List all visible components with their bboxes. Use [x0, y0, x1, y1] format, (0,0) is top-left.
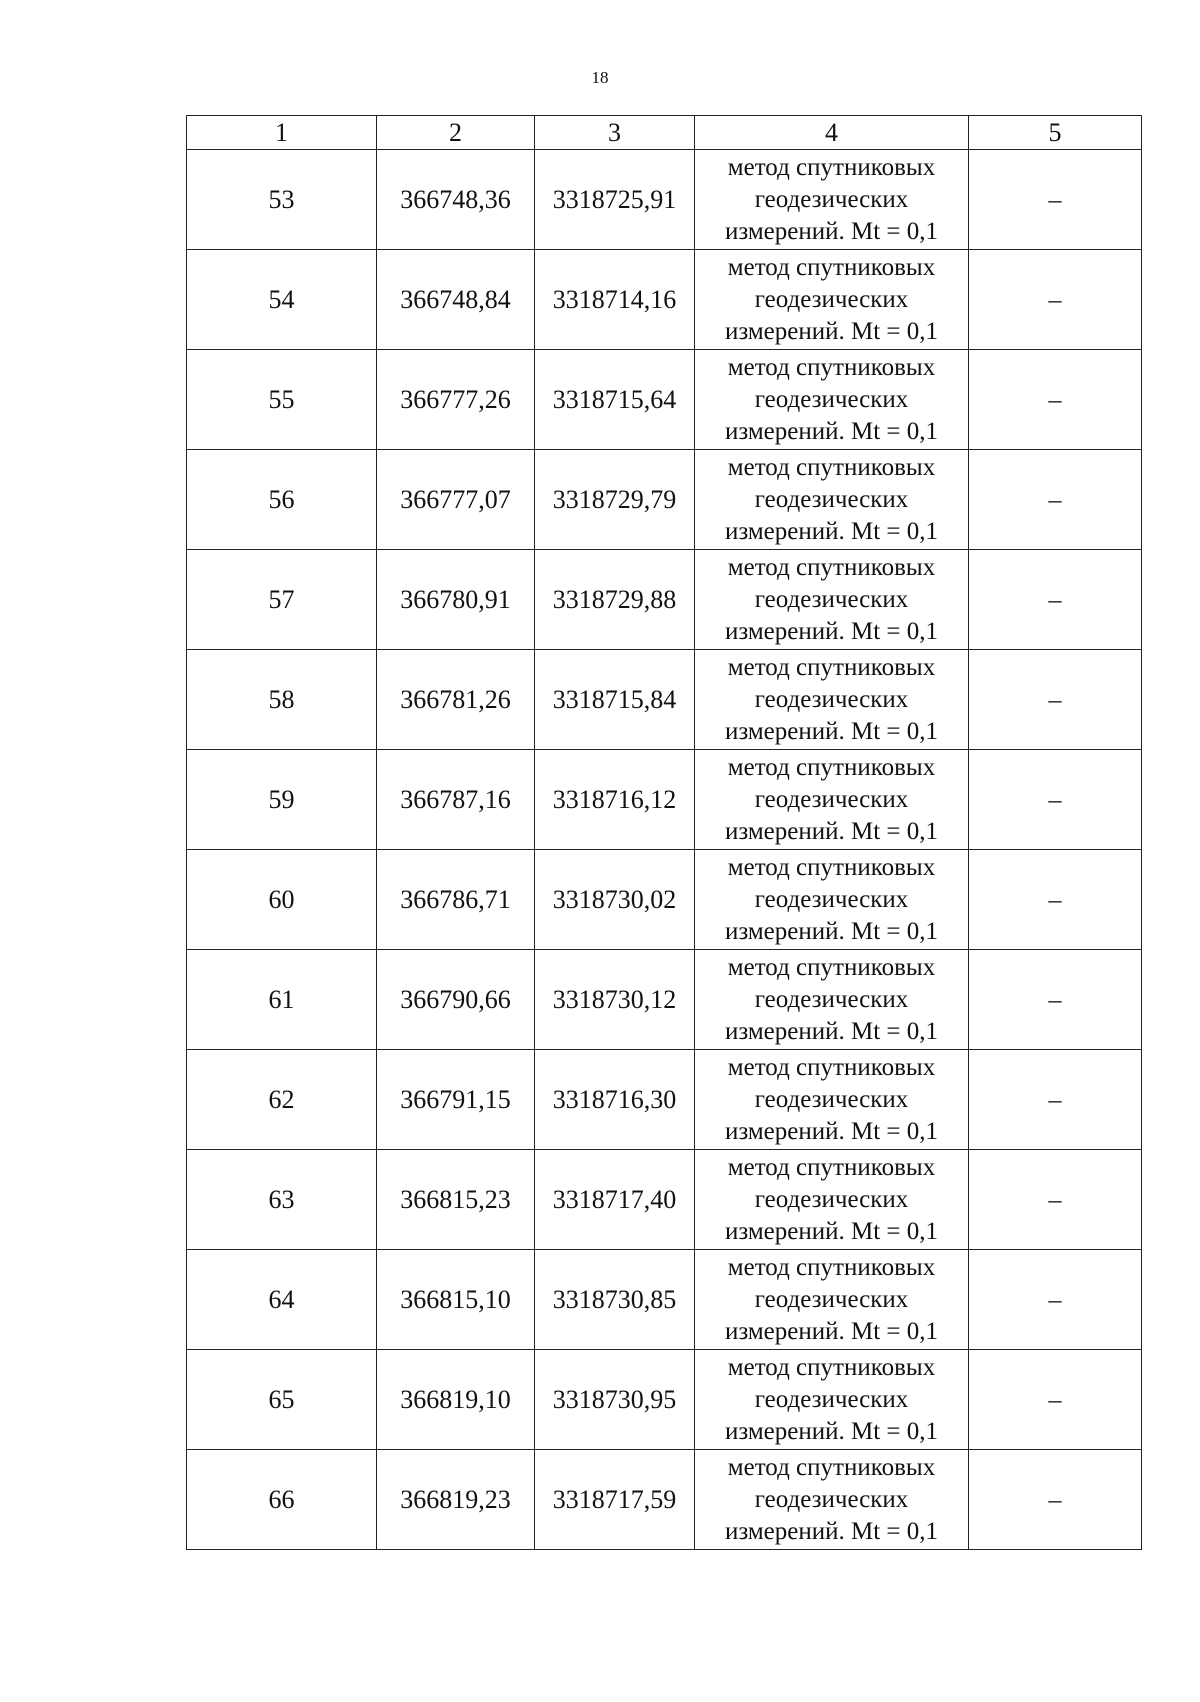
method-line: метод спутниковых: [727, 353, 936, 381]
x-coordinate-cell: 366819,23: [377, 1450, 535, 1550]
point-number-cell: 61: [187, 950, 377, 1050]
x-coordinate-cell: 366791,15: [377, 1050, 535, 1150]
header-col-3: 3: [535, 116, 695, 150]
y-coordinate-cell: 3318716,30: [535, 1050, 695, 1150]
method-line: геодезических: [754, 585, 909, 613]
method-line: измерений. Mt = 0,1: [724, 617, 939, 645]
y-coordinate-cell: 3318715,84: [535, 650, 695, 750]
method-line: метод спутниковых: [727, 1353, 936, 1381]
method-line: метод спутниковых: [727, 753, 936, 781]
point-number-cell: 66: [187, 1450, 377, 1550]
note-cell: –: [969, 450, 1142, 550]
point-number-cell: 56: [187, 450, 377, 550]
y-coordinate-cell: 3318729,79: [535, 450, 695, 550]
note-cell: –: [969, 1350, 1142, 1450]
note-cell: –: [969, 350, 1142, 450]
x-coordinate-cell: 366748,84: [377, 250, 535, 350]
method-line: измерений. Mt = 0,1: [724, 717, 939, 745]
method-cell: [695, 350, 969, 450]
y-coordinate-cell: 3318714,16: [535, 250, 695, 350]
note-cell: –: [969, 650, 1142, 750]
method-cell: [695, 850, 969, 950]
y-coordinate-cell: 3318730,85: [535, 1250, 695, 1350]
method-cell: [695, 450, 969, 550]
page-number: 18: [591, 68, 609, 87]
method-cell: [695, 1150, 969, 1250]
x-coordinate-cell: 366819,10: [377, 1350, 535, 1450]
method-line: метод спутниковых: [727, 553, 936, 581]
x-coordinate-cell: 366748,36: [377, 150, 535, 250]
y-coordinate-cell: 3318716,12: [535, 750, 695, 850]
point-number-cell: 55: [187, 350, 377, 450]
note-cell: –: [969, 850, 1142, 950]
method-cell: [695, 250, 969, 350]
method-line: метод спутниковых: [727, 253, 936, 281]
method-line: измерений. Mt = 0,1: [724, 517, 939, 545]
x-coordinate-cell: 366777,26: [377, 350, 535, 450]
y-coordinate-cell: 3318717,40: [535, 1150, 695, 1250]
method-cell: [695, 1450, 969, 1550]
note-cell: –: [969, 1450, 1142, 1550]
method-line: метод спутниковых: [727, 1153, 936, 1181]
method-line: геодезических: [754, 885, 909, 913]
header-row: [187, 116, 1142, 150]
y-coordinate-cell: 3318729,88: [535, 550, 695, 650]
method-line: геодезических: [754, 285, 909, 313]
method-cell: [695, 950, 969, 1050]
point-number-cell: 58: [187, 650, 377, 750]
x-coordinate-cell: 366780,91: [377, 550, 535, 650]
coordinates-table: [186, 115, 1142, 1550]
method-line: метод спутниковых: [727, 1453, 936, 1481]
table-row: [187, 1250, 1142, 1350]
method-cell: [695, 650, 969, 750]
note-cell: –: [969, 250, 1142, 350]
y-coordinate-cell: 3318730,02: [535, 850, 695, 950]
method-line: метод спутниковых: [727, 453, 936, 481]
header-col-1: 1: [187, 116, 377, 150]
method-line: геодезических: [754, 185, 909, 213]
x-coordinate-cell: 366777,07: [377, 450, 535, 550]
method-cell: [695, 1350, 969, 1450]
method-line: измерений. Mt = 0,1: [724, 1117, 939, 1145]
method-line: геодезических: [754, 485, 909, 513]
table-row: [187, 450, 1142, 550]
note-cell: –: [969, 150, 1142, 250]
y-coordinate-cell: 3318725,91: [535, 150, 695, 250]
x-coordinate-cell: 366787,16: [377, 750, 535, 850]
note-cell: –: [969, 950, 1142, 1050]
method-cell: [695, 150, 969, 250]
table-row: [187, 550, 1142, 650]
note-cell: –: [969, 1150, 1142, 1250]
y-coordinate-cell: 3318717,59: [535, 1450, 695, 1550]
y-coordinate-cell: 3318730,12: [535, 950, 695, 1050]
method-line: геодезических: [754, 1285, 909, 1313]
point-number-cell: 62: [187, 1050, 377, 1150]
table-row: [187, 850, 1142, 950]
method-line: метод спутниковых: [727, 653, 936, 681]
table-row: [187, 650, 1142, 750]
point-number-cell: 54: [187, 250, 377, 350]
point-number-cell: 63: [187, 1150, 377, 1250]
point-number-cell: 65: [187, 1350, 377, 1450]
table-row: [187, 150, 1142, 250]
header-col-5: 5: [969, 116, 1142, 150]
table-body: [187, 150, 1142, 1550]
method-line: геодезических: [754, 385, 909, 413]
method-line: измерений. Mt = 0,1: [724, 1517, 939, 1545]
table-row: [187, 1150, 1142, 1250]
method-cell: [695, 1050, 969, 1150]
x-coordinate-cell: 366815,23: [377, 1150, 535, 1250]
method-line: измерений. Mt = 0,1: [724, 217, 939, 245]
table-row: [187, 750, 1142, 850]
method-line: измерений. Mt = 0,1: [724, 1317, 939, 1345]
point-number-cell: 64: [187, 1250, 377, 1350]
x-coordinate-cell: 366790,66: [377, 950, 535, 1050]
header-col-2: 2: [377, 116, 535, 150]
method-line: измерений. Mt = 0,1: [724, 1017, 939, 1045]
table-row: [187, 250, 1142, 350]
point-number-cell: 53: [187, 150, 377, 250]
method-line: геодезических: [754, 1185, 909, 1213]
point-number-cell: 57: [187, 550, 377, 650]
method-line: измерений. Mt = 0,1: [724, 917, 939, 945]
x-coordinate-cell: 366786,71: [377, 850, 535, 950]
method-line: геодезических: [754, 785, 909, 813]
method-line: измерений. Mt = 0,1: [724, 417, 939, 445]
method-cell: [695, 1250, 969, 1350]
x-coordinate-cell: 366781,26: [377, 650, 535, 750]
method-line: метод спутниковых: [727, 1053, 936, 1081]
method-line: измерений. Mt = 0,1: [724, 1417, 939, 1445]
method-line: геодезических: [754, 1485, 909, 1513]
note-cell: –: [969, 1050, 1142, 1150]
table-row: [187, 1450, 1142, 1550]
x-coordinate-cell: 366815,10: [377, 1250, 535, 1350]
point-number-cell: 59: [187, 750, 377, 850]
table-row: [187, 1350, 1142, 1450]
method-line: измерений. Mt = 0,1: [724, 817, 939, 845]
note-cell: –: [969, 750, 1142, 850]
point-number-cell: 60: [187, 850, 377, 950]
method-line: геодезических: [754, 985, 909, 1013]
method-line: метод спутниковых: [727, 853, 936, 881]
method-cell: [695, 550, 969, 650]
y-coordinate-cell: 3318715,64: [535, 350, 695, 450]
method-cell: [695, 750, 969, 850]
method-line: геодезических: [754, 685, 909, 713]
table-row: [187, 950, 1142, 1050]
table-header: [187, 116, 1142, 150]
method-line: метод спутниковых: [727, 153, 936, 181]
method-line: геодезических: [754, 1085, 909, 1113]
method-line: измерений. Mt = 0,1: [724, 317, 939, 345]
method-line: метод спутниковых: [727, 1253, 936, 1281]
method-line: метод спутниковых: [727, 953, 936, 981]
table-row: [187, 1050, 1142, 1150]
note-cell: –: [969, 550, 1142, 650]
table-row: [187, 350, 1142, 450]
method-line: геодезических: [754, 1385, 909, 1413]
method-line: измерений. Mt = 0,1: [724, 1217, 939, 1245]
note-cell: –: [969, 1250, 1142, 1350]
header-col-4: 4: [695, 116, 969, 150]
y-coordinate-cell: 3318730,95: [535, 1350, 695, 1450]
